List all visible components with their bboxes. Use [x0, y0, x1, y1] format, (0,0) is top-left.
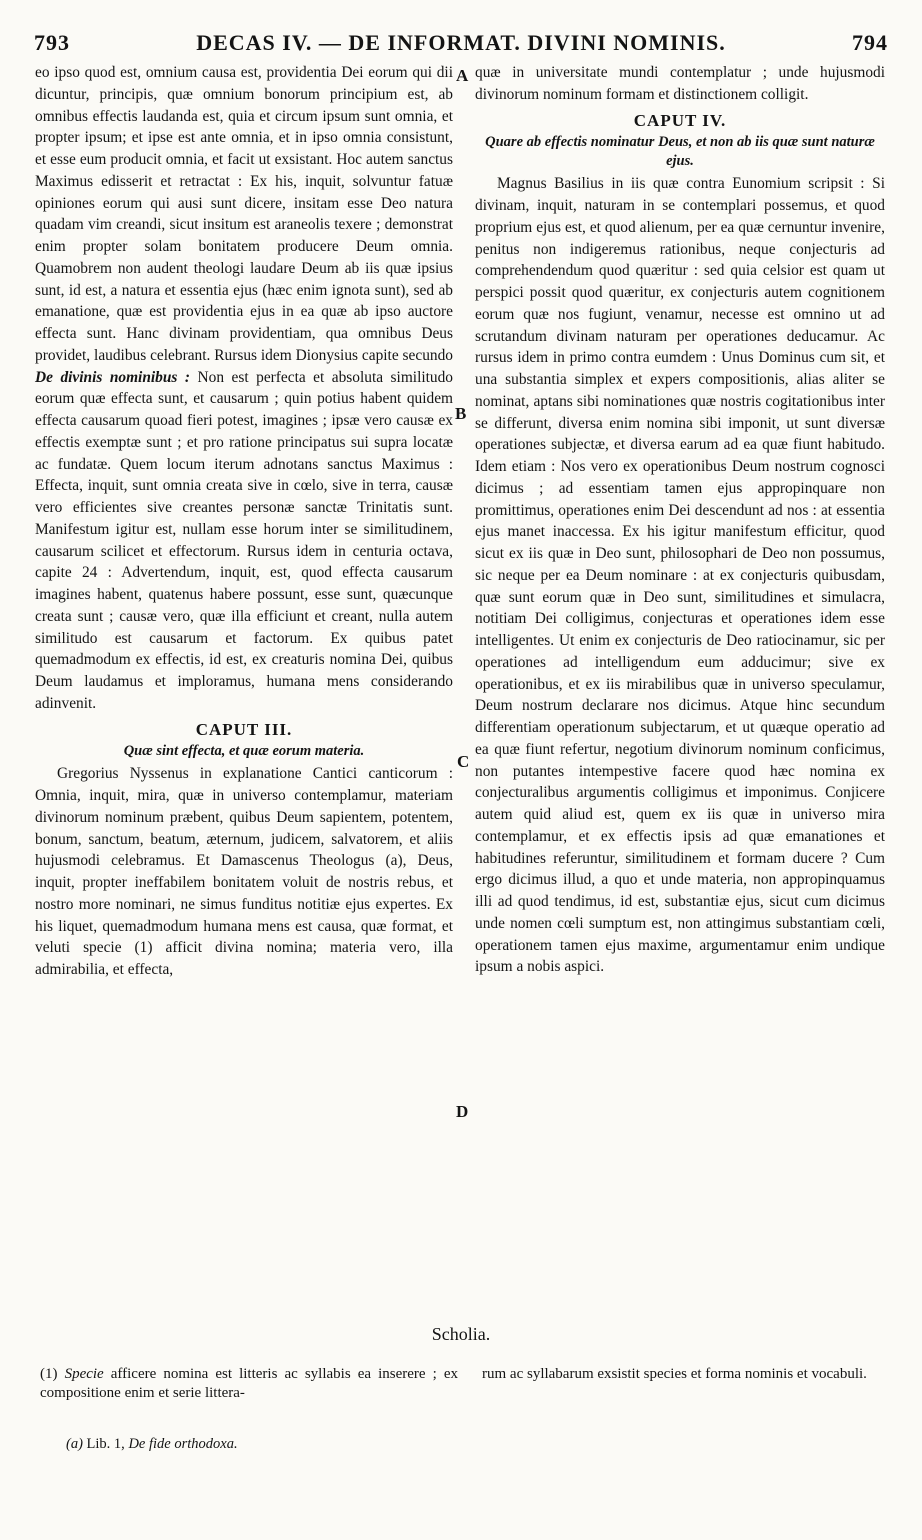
- footnote-source: De fide orthodoxa.: [128, 1436, 238, 1452]
- section-marker-b: B: [455, 404, 467, 423]
- footnote: [66, 1436, 238, 1453]
- section-marker-a: A: [456, 66, 469, 85]
- work-reference: De divinis nominibus :: [35, 368, 191, 386]
- left-paragraph-1: [35, 62, 453, 715]
- chapter-3-title: CAPUT III.: [195, 719, 293, 739]
- footnote-text: Lib. 1,: [86, 1436, 125, 1452]
- right-paragraph-2: Magnus Basilius in iis quæ contra Eunomium scripsit : Si divinam, inquit, naturam in se contemplari possemus, et quod proprium ejus est, et quod alienum, per ea quæ cernuntur invenire, penitus non indigeremus rationibus, neque conjecturis ad comprehendendum quod quæritur : sed quia celsior est quam ut perspici possit quod quæritur, ex conjecturis autem cognitionem eorum quæ nos fugiunt, venamur, necesse est omnino ut ad scrutandum divinam naturam per operationes deducamur. Ac rursus idem in primo contra eumdem : Unus Dominus cum sit, et una substantia simplex et expers compositionis, alias aliter se nominat, aptans sibi nominationes quæ nostris cogitationibus inter se differunt, diversa enim nomina sibi imponit, ut sunt diversæ operationes subjectæ, et diversa earum ad ea quæ fiunt habitudo. Idem etiam : Nos vero ex operationibus Deum nostrum cognosci dicimus ; ad essentiam tamen ejus appropinquare non promittimus, operationes enim Dei descendunt ad nos : at essentia ejus manet inaccessa. Ex his igitur manifestum efficitur, quod sicut ex iis quæ in Deo sunt, philosophari de Deo non possumus, sic neque per ea Deum nominare : at ex conjecturis quibusdam, quæ sunt eorum quæ in Deo sunt, similitudines et simulacra, notitiam Dei colligimus, conjecturas et operationes idem esse intelligentes. Ut enim ex conjecturis de Deo ratiocinamur, sic per operationes ad intelligendum eum adducimur; sive ex operationibus, et ex iis mirabilibus quæ in universo speculamur, Deum nostrum declarare nos dicimus. Atque hinc secundum differentiam operationum subjectarum, et ut quæque operatio ad ea quæ fiunt refertur, negotium divinorum nominum conficimus, non putantes intempestive facere quod hæc nomina ex conjecturalibus argumentis colligimus et imponimus. Conjicere autem quid aliud est, quem ex iis quæ in universo mira contemplamur, et ex effectis ipsis ad quæ emanationes et habitudines referuntur, similitudinem et formam ducere ? Cum ergo dicimus illud, a quo et unde materia, non appropinquamus illi ad quod tendimus, id est, substantiæ ejus, sicut cum dicimus unde nomen cœli sumptum est, non attingimus substantiam cœli, operationem tamen ejus maxime, argumentamur enim undique ipsum a nobis aspici.: [475, 175, 885, 976]
- chapter-4-subtitle: Quare ab effectis nominatur Deus, et non ab iis quæ sunt naturæ ejus.: [485, 134, 875, 170]
- running-title: DECAS IV. — DE INFORMAT. DIVINI NOMINIS.: [196, 30, 726, 55]
- chapter-3-subtitle: Quæ sint effecta, et quæ eorum materia.: [123, 743, 365, 760]
- right-paragraph-1: quæ in universitate mundi contemplatur ; unde hujusmodi divinorum nominum formam et distinctionem colligit.: [475, 64, 885, 103]
- left-paragraph-2: Gregorius Nyssenus in explanatione Cantici canticorum : Omnia, inquit, mira, quæ in universo contemplamur, materiam divinorum nominum præbent, quibus Deum sapientem, potentem, bonum, sanctum, beatum, æternum, judicem, salvatorem, et aliis hujusmodi celebramus. Et Damascenus Theologus (a), Deus, inquit, propter ineffabilem bonitatem voluit de nostris rebus, et nostro more nominari, ne simus funditus notitiæ ejus expertes. Ex his liquet, quemadmodum humana mens est causa, quæ format, et veluti specie (1) afficit divina nomina; materia vero, illa admirabilia, et effecta,: [35, 765, 453, 978]
- section-marker-c: C: [457, 752, 470, 771]
- left-paragraph-1-text: eo ipso quod est, omnium causa est, providentia Dei eorum qui dii dicuntur, principis, quæ omnium bonorum principium est, ab omnibus effectis laudanda est, quia et circum ipsum sunt omnia, et propter ipsum; et ipse est ante omnia, et in ipso omnia consistunt, et esse eum producit omnia, et facit ut exsistant. Hoc autem sanctus Maximus edisserit et retractat : Ex his, inquit, solvuntur fatuæ opiniones eorum qui ausi sunt dicere, insitam esse Deo natura quadam vim creandi, sicut insitum est araneolis texere ; demonstrat enim propter solam bonitatem producere Deum omnia. Quamobrem non audent theologi laudare Deum ab iis quæ ipsius sunt, id est, a natura et essentia ejus (hæc enim ignota sunt), sed ab emanatione, quæ est providentia ejus in ea quæ ab ipso auctore effecta sunt. Hanc divinam providentiam, qua omnibus Deus providet, laudibus celebrant. Rursus idem Dionysius capite secundo: [35, 64, 453, 364]
- scholia-note-text-right: rum ac syllabarum exsistit species et forma nominis et vocabuli.: [482, 1366, 867, 1382]
- page-number-right: 794: [852, 30, 888, 55]
- chapter-4-title: CAPUT IV.: [633, 110, 727, 130]
- scholia-note-mark: (1): [40, 1366, 58, 1382]
- left-paragraph-1-continued: Non est perfecta et absoluta similitudo eorum quæ effecta sunt, et causarum ; quin potius habent quidem effecta causarum quoad fieri potest, imagines ; ipsæ vero causæ ex effectis exemptæ sunt ; et pro ratione principatus sui supra locatæ ac fundatæ. Quem locum iterum adnotans sanctus Maximus : Effecta, inquit, sunt omnia creata sive in cœlo, sive in terra, causæ vero efficientes sive creantes personæ sanctæ Trinitatis sunt. Manifestum igitur est, nullam esse horum inter se similitudinem, causarum scilicet et effectorum. Rursus idem in centuria octava, capite 24 : Advertendum, inquit, est, quod effecta causarum imagines habent, quatenus habere possunt, esse sunt, quæcunque creata sunt ; causæ vero, quæ illa efficiunt et creant, nulla autem similitudo est causarum et factorum. Ex quibus patet quemadmodum ex effectis, id est, ex creaturis nomina Dei, quibus Deum laudamus et imploramus, humana mens considerando adinvenit.: [35, 368, 453, 712]
- left-column: [35, 62, 453, 981]
- footnote-mark: (a): [66, 1436, 83, 1452]
- section-marker-d: D: [456, 1102, 469, 1121]
- scholia-note-left: [40, 1365, 458, 1403]
- scholia-note-text-left: afficere nomina est litteris ac syllabis ea inserere ; ex compositione enim et serie littera-: [40, 1366, 459, 1401]
- running-head: [0, 30, 922, 60]
- scholia-note-lemma: Specie: [64, 1366, 104, 1382]
- page-number-left: 793: [34, 30, 70, 55]
- right-column: [475, 62, 885, 978]
- scholia-note-right: [482, 1365, 887, 1384]
- scholia-title: Scholia.: [431, 1324, 491, 1344]
